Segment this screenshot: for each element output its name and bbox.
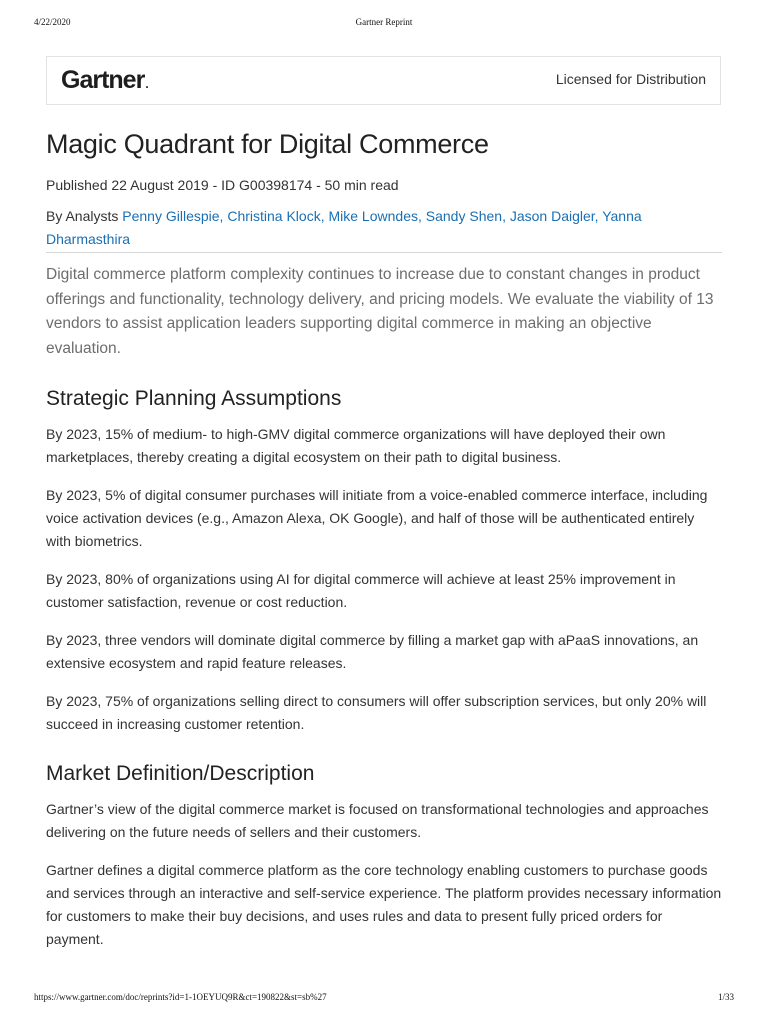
section-heading-assumptions: Strategic Planning Assumptions	[46, 387, 342, 410]
print-title: Gartner Reprint	[355, 17, 413, 27]
analyst-link[interactable]: Sandy Shen	[425, 208, 503, 224]
assumptions-list	[46, 423, 722, 736]
analysts-line	[46, 205, 722, 251]
analyst-separator: ,	[502, 208, 510, 224]
print-url: https://www.gartner.com/doc/reprints?id=1-1OEYUQ9R&ct=190822&st=sb%27	[34, 992, 327, 1002]
gartner-logo[interactable]	[61, 66, 149, 95]
page-title: Magic Quadrant for Digital Commerce	[46, 129, 489, 159]
analyst-separator: ,	[219, 208, 228, 224]
analyst-link[interactable]: Mike Lowndes	[328, 208, 418, 224]
section-heading-market: Market Definition/Description	[46, 762, 315, 785]
assumption-paragraph: By 2023, 15% of medium- to high-GMV digital commerce organizations will have deployed their own marketplaces, thereby creating a digital ecosystem on their path to digital business.	[46, 426, 666, 465]
analyst-link[interactable]: Jason Daigler	[509, 208, 595, 224]
gartner-banner	[46, 56, 721, 105]
document-content	[46, 124, 722, 966]
analyst-separator: ,	[594, 208, 603, 224]
market-paragraph: Gartner’s view of the digital commerce market is focused on transformational technologies and approaches delivering on the future needs of sellers and their customers.	[46, 801, 709, 840]
assumption-paragraph: By 2023, 5% of digital consumer purchases will initiate from a voice-enabled commerce interface, including voice activation devices (e.g., Amazon Alexa, OK Google), and half of those will be authenticated entirely with biometrics.	[46, 487, 708, 549]
analyst-separator: ,	[320, 208, 329, 224]
assumption-paragraph: By 2023, three vendors will dominate digital commerce by filling a market gap with aPaaS innovations, an extensive ecosystem and rapid feature releases.	[46, 632, 699, 671]
print-date: 4/22/2020	[34, 17, 71, 27]
analyst-separator: ,	[417, 208, 426, 224]
analyst-link[interactable]: Christina Klock	[227, 208, 321, 224]
summary-text: Digital commerce platform complexity continues to increase due to constant changes in product offerings and functionality, technology delivery, and pricing models. We evaluate the viability of 13 vendors to assist application leaders supporting digital commerce in making an objective evaluation.	[46, 266, 714, 357]
logo-dot: .	[145, 77, 149, 91]
divider	[46, 252, 722, 253]
license-label: Licensed for Distribution	[555, 71, 706, 87]
logo-wordmark: Gartner	[61, 66, 145, 94]
market-paragraph: Gartner defines a digital commerce platform as the core technology enabling customers to purchase goods and services through an interactive and self-service experience. The platform provides necessary information for customers to make their buy decisions, and uses rules and data to present fully priced orders for payment.	[46, 862, 722, 947]
analysts-prefix: By Analysts	[46, 208, 119, 224]
print-header	[0, 17, 768, 31]
market-paragraphs	[46, 798, 722, 951]
analyst-link[interactable]: Yanna Dharmasthira	[46, 208, 642, 247]
print-footer	[0, 992, 768, 1006]
assumption-paragraph: By 2023, 75% of organizations selling direct to consumers will offer subscription services, but only 20% will succeed in increasing customer retention.	[46, 693, 707, 732]
analyst-link[interactable]: Penny Gillespie	[122, 208, 220, 224]
publication-meta: Published 22 August 2019 - ID G00398174 - 50 min read	[46, 177, 399, 193]
page-number: 1/33	[717, 992, 734, 1002]
analyst-links	[46, 208, 642, 247]
assumption-paragraph: By 2023, 80% of organizations using AI for digital commerce will achieve at least 25% improvement in customer satisfaction, revenue or cost reduction.	[46, 571, 676, 610]
